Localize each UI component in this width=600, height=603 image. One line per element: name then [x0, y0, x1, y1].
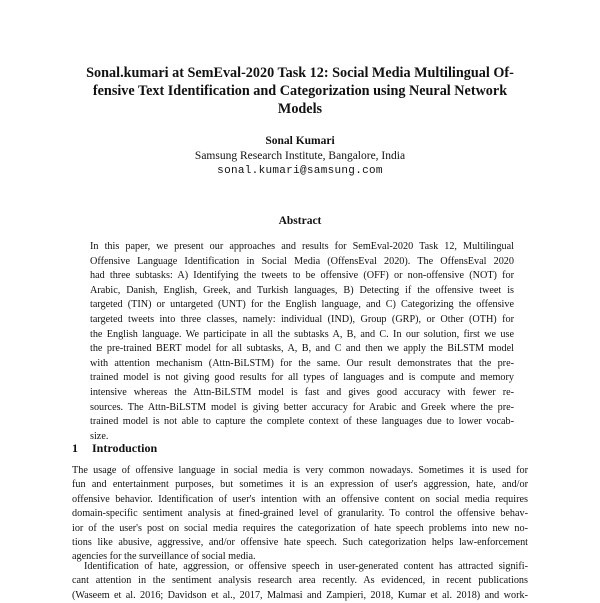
intro-paragraph-2 [72, 560, 528, 603]
body-line: fun and entertainment purposes, but sometimes it is an expression of user's aggression, hate, and/or [72, 479, 528, 491]
abstract-line: targeted (TIN) or untargeted (UNT) for the English language, and C) Categorizing the offensive [90, 299, 514, 311]
body-line: ior of the user's post on social media requires the categorization of hate speech problems into new no- [72, 522, 528, 534]
abstract-line: size. [90, 430, 109, 442]
section-heading [72, 441, 157, 456]
section-title: Introduction [92, 441, 158, 455]
abstract-line: Arabic, Danish, English, Greek, and Turkish languages, B) Detecting if the offensive tweet is [90, 284, 514, 296]
author-block [0, 134, 600, 179]
body-line: The usage of offensive language in social media is very common nowadays. Sometimes it is used for [72, 465, 528, 476]
body-line: domain-specific sentiment analysis at fined-grained level of granularity. To control the offensive behav- [72, 508, 528, 520]
abstract-line: trained model is not giving good results for all types of languages and is compute and memory [90, 372, 514, 384]
abstract-line: had three subtasks: A) Identifying the tweets to be offensive (OFF) or non-offensive (NOT) for [90, 270, 514, 282]
abstract-body [90, 240, 514, 444]
abstract-line: intensive whereas the Attn-BiLSTM model is fast and gives good accuracy with fewer re- [90, 386, 514, 398]
abstract-heading: Abstract [278, 215, 322, 227]
author-name: Sonal Kumari [265, 135, 335, 147]
paper-title [60, 64, 540, 118]
abstract-line: sources. The Attn-BiLSTM model is giving better accuracy for Arabic and Greek where the pre- [90, 401, 514, 413]
abstract-line: the pre-trained BERT model for all subtasks, A, B, and C and then we apply the BiLSTM model [90, 343, 514, 355]
title-line: Sonal.kumari at SemEval-2020 Task 12: Social Media Multilingual Of- [86, 65, 514, 81]
body-line: tions like abusive, aggressive, and/or offensive hate speech. Such categorization helps law-enforcement [72, 537, 528, 549]
intro-paragraph-1 [72, 464, 528, 565]
body-line: agencies for the surveillance of social media. [72, 551, 256, 563]
body-line: Identification of hate, aggression, or offensive speech in user-generated content has attracted signifi- [84, 561, 528, 572]
abstract-line: with attention mechanism (Attn-BiLSTM) for the same. Our result demonstrates that the pre- [90, 357, 514, 369]
abstract-line: trained model is not able to capture the complete context of these languages due to lower vocab- [90, 416, 514, 428]
abstract-line: targeted tweets into three classes, namely: individual (IND), Group (GRP), or Other (OTH) for [90, 313, 514, 325]
section-number: 1 [72, 441, 78, 455]
body-line: (Waseem et al. 2016; Davidson et al., 2017, Malmasi and Zampieri, 2018, Kumar et al. 2018) and work- [72, 589, 528, 601]
body-line: offensive behavior. Identification of user's intention with an offensive content on social media requires [72, 493, 528, 505]
title-line: fensive Text Identification and Categorization using Neural Network [92, 83, 508, 99]
title-line: Models [277, 101, 323, 117]
author-email[interactable]: sonal.kumari@samsung.com [217, 165, 383, 177]
abstract-line: the English language. We participate in all the subtasks A, B, and C. In our solution, first we use [90, 328, 514, 340]
author-affiliation: Samsung Research Institute, Bangalore, India [194, 150, 406, 162]
abstract-line: In this paper, we present our approaches and results for SemEval-2020 Task 12, Multilingual [90, 241, 514, 252]
abstract-line: Offensive Language Identification in Social Media (OffensEval 2020). The OffensEval 2020 [90, 255, 514, 267]
body-line: cant attention in the sentiment analysis research area recently. As evidenced, in recent publications [72, 575, 528, 587]
